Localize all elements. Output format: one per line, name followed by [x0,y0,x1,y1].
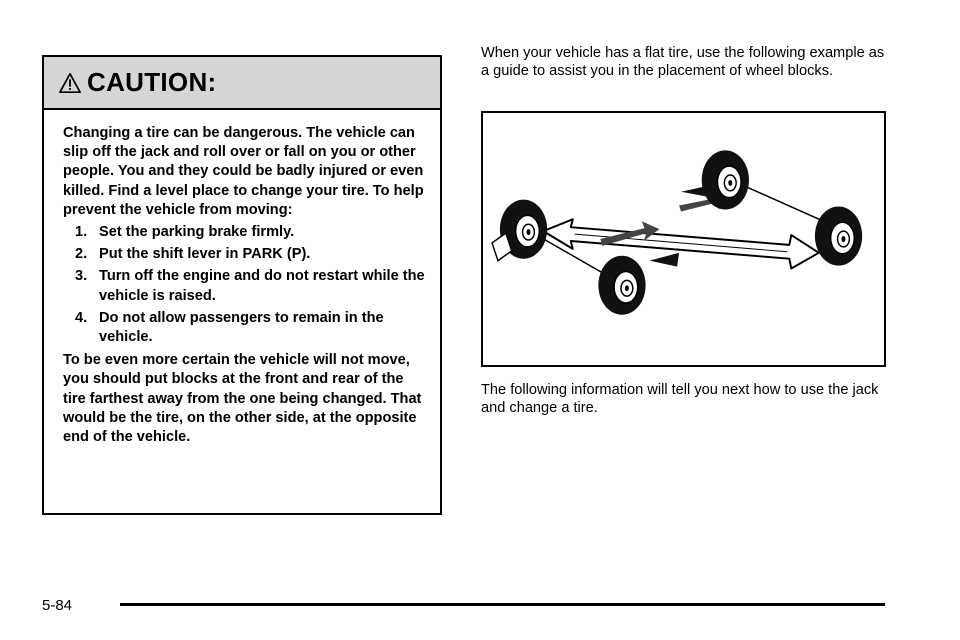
caution-box [42,55,442,515]
caution-title: CAUTION: [87,67,217,97]
step-text: Put the shift lever in PARK (P). [99,246,311,263]
caution-steps [63,223,430,347]
step-number: 1. [75,224,88,241]
list-item [75,223,430,242]
list-item [75,267,430,305]
step-text: Set the parking brake firmly. [99,224,295,241]
caution-closing: To be even more certain the vehicle will not move, you should put blocks at the front and rear of the tire farthest away from the one being changed. That would be the tire, on the other side, at the opposite end of the vehicle. [63,352,422,446]
wheel-block-figure [481,111,886,367]
warning-triangle-icon [59,72,81,94]
page-number: 5-84 [42,597,73,614]
right-column [481,45,891,80]
list-item [75,245,430,264]
caution-intro: Changing a tire can be dangerous. The vehicle can slip off the jack and roll over or fall on you or other people. You and they could be badly injured or even killed. Find a level place to change your tire. To help prevent the vehicle from moving: [63,125,424,218]
right-outro: The following information will tell you next how to use the jack and change a tire. [481,382,879,416]
step-text: Turn off the engine and do not restart while the vehicle is raised. [99,268,425,304]
caution-body [44,110,440,447]
list-item [75,309,430,347]
step-number: 4. [75,309,88,326]
footer-rule [120,603,885,606]
wheel-block-placement-illustration [483,113,884,365]
step-number: 3. [75,268,88,285]
right-intro: When your vehicle has a flat tire, use the following example as a guide to assist you in the placement of wheel blocks. [481,45,885,79]
caution-header [44,57,440,110]
step-text: Do not allow passengers to remain in the vehicle. [99,309,384,346]
step-number: 2. [75,246,88,263]
